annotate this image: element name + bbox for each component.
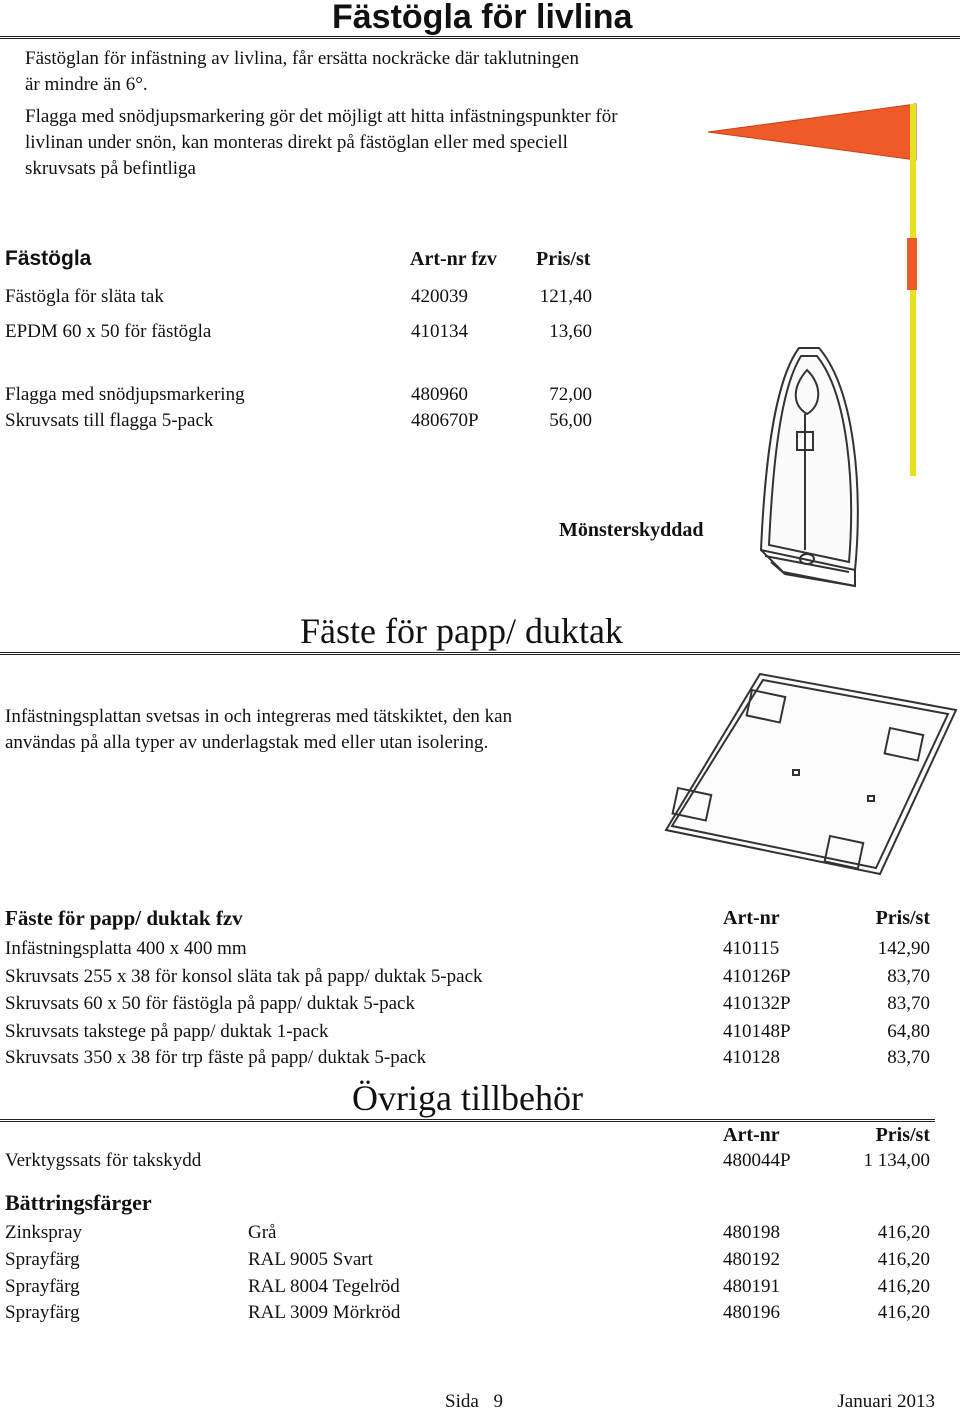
table-row — [5, 1019, 935, 1045]
table-row — [5, 964, 935, 990]
price: 13,60 — [549, 321, 592, 342]
col-header-artnr: Art-nr fzv — [410, 248, 497, 270]
table-row — [5, 1247, 935, 1273]
col-header-artnr: Art-nr — [723, 907, 780, 929]
color-name: Grå — [248, 1222, 277, 1243]
product-name: Sprayfärg — [5, 1249, 80, 1270]
product-name: EPDM 60 x 50 för fästögla — [5, 321, 212, 342]
section-title-ovriga: Övriga tillbehör — [352, 1078, 583, 1118]
price: 1 134,00 — [863, 1150, 930, 1171]
table-row — [5, 991, 935, 1017]
section-title-papp-duktak: Fäste för papp/ duktak — [300, 611, 623, 651]
price: 416,20 — [877, 1302, 930, 1323]
article-number: 480960 — [411, 384, 468, 405]
product-name: Fästögla för släta tak — [5, 286, 164, 307]
mounting-plate-image — [640, 670, 960, 880]
section-title-fastogla: Fästögla för livlina — [332, 0, 633, 36]
price: 142,90 — [877, 938, 930, 959]
patent-caption: Mönsterskyddad — [559, 519, 704, 541]
price: 83,70 — [887, 1047, 930, 1068]
page-footer — [445, 1389, 935, 1415]
table-row — [5, 1148, 935, 1174]
article-number: 480670P — [411, 410, 479, 431]
article-number: 410134 — [411, 321, 468, 342]
price: 121,40 — [539, 286, 592, 307]
article-number: 410115 — [723, 938, 780, 959]
product-name: Skruvsats 255 x 38 för konsol släta tak på papp/ duktak 5-pack — [5, 966, 483, 987]
table-row — [5, 1220, 935, 1246]
col-header-price: Pris/st — [875, 907, 930, 929]
table-row — [5, 1300, 935, 1326]
article-number: 410126P — [723, 966, 791, 987]
table-row — [5, 1045, 935, 1071]
article-number: 410148P — [723, 1021, 791, 1042]
article-number: 410128 — [723, 1047, 780, 1068]
page-number: 9 — [493, 1391, 504, 1412]
table-header — [5, 246, 605, 272]
product-name: Skruvsats 350 x 38 för trp fäste på papp/ duktak 5-pack — [5, 1047, 427, 1068]
article-number: 480044P — [723, 1150, 791, 1171]
article-number: 480196 — [723, 1302, 780, 1323]
product-name: Skruvsats 60 x 50 för fästögla på papp/ duktak 5-pack — [5, 993, 415, 1014]
price: 416,20 — [877, 1249, 930, 1270]
price: 83,70 — [887, 966, 930, 987]
product-name: Infästningsplatta 400 x 400 mm — [5, 938, 247, 959]
product-name: Sprayfärg — [5, 1302, 80, 1323]
col-header-product: Fäste för papp/ duktak fzv — [5, 906, 243, 930]
anchor-eye-image — [755, 340, 895, 600]
price: 416,20 — [877, 1222, 930, 1243]
article-number: 480191 — [723, 1276, 780, 1297]
col-header-product: Fästögla — [5, 247, 92, 270]
article-number: 410132P — [723, 993, 791, 1014]
article-number: 420039 — [411, 286, 468, 307]
product-name: Zinkspray — [5, 1222, 83, 1243]
product-name: Sprayfärg — [5, 1276, 80, 1297]
color-name: RAL 8004 Tegelröd — [248, 1276, 400, 1297]
intro-paragraph-1: Fästöglan för infästning av livlina, får ersätta nockräcke där taklutningen är mindre än 6°. — [25, 48, 579, 95]
product-name: Verktygssats för takskydd — [5, 1150, 202, 1171]
price: 64,80 — [887, 1021, 930, 1042]
price: 72,00 — [549, 384, 592, 405]
table-header — [5, 1122, 935, 1148]
table-row — [5, 319, 605, 345]
table-row — [5, 936, 935, 962]
table-row — [5, 382, 605, 408]
price: 416,20 — [877, 1276, 930, 1297]
section-rule — [0, 36, 960, 39]
col-header-price: Pris/st — [875, 1124, 930, 1146]
flag-cloth — [708, 104, 916, 160]
product-name: Skruvsats takstege på papp/ duktak 1-pack — [5, 1021, 329, 1042]
price: 83,70 — [887, 993, 930, 1014]
table-header — [5, 905, 935, 931]
article-number: 480192 — [723, 1249, 780, 1270]
color-name: RAL 3009 Mörkröd — [248, 1302, 401, 1323]
product-name: Flagga med snödjupsmarkering — [5, 384, 245, 405]
section2-paragraph: Infästningsplattan svetsas in och integreras med tätskiktet, den kan användas på alla typer av underlagstak med eller utan isolering. — [5, 706, 513, 753]
article-number: 480198 — [723, 1222, 780, 1243]
section-rule — [0, 652, 960, 655]
table-row — [5, 1274, 935, 1300]
table-row — [5, 284, 605, 310]
price: 56,00 — [549, 410, 592, 431]
intro-paragraph-2: Flagga med snödjupsmarkering gör det möjligt att hitta infästningspunkter för livlinan under snön, kan monteras direkt på fästöglan eller med speciell skruvsats på befintliga — [25, 106, 618, 179]
col-header-price: Pris/st — [536, 248, 591, 270]
page-label: Sida — [445, 1391, 479, 1412]
product-name: Skruvsats till flagga 5-pack — [5, 410, 214, 431]
table-row — [5, 408, 605, 434]
snow-depth-marking — [907, 238, 917, 290]
paint-subtitle: Bättringsfärger — [5, 1190, 152, 1215]
color-name: RAL 9005 Svart — [248, 1249, 373, 1270]
col-header-artnr: Art-nr — [723, 1124, 780, 1146]
footer-date: Januari 2013 — [837, 1391, 935, 1412]
